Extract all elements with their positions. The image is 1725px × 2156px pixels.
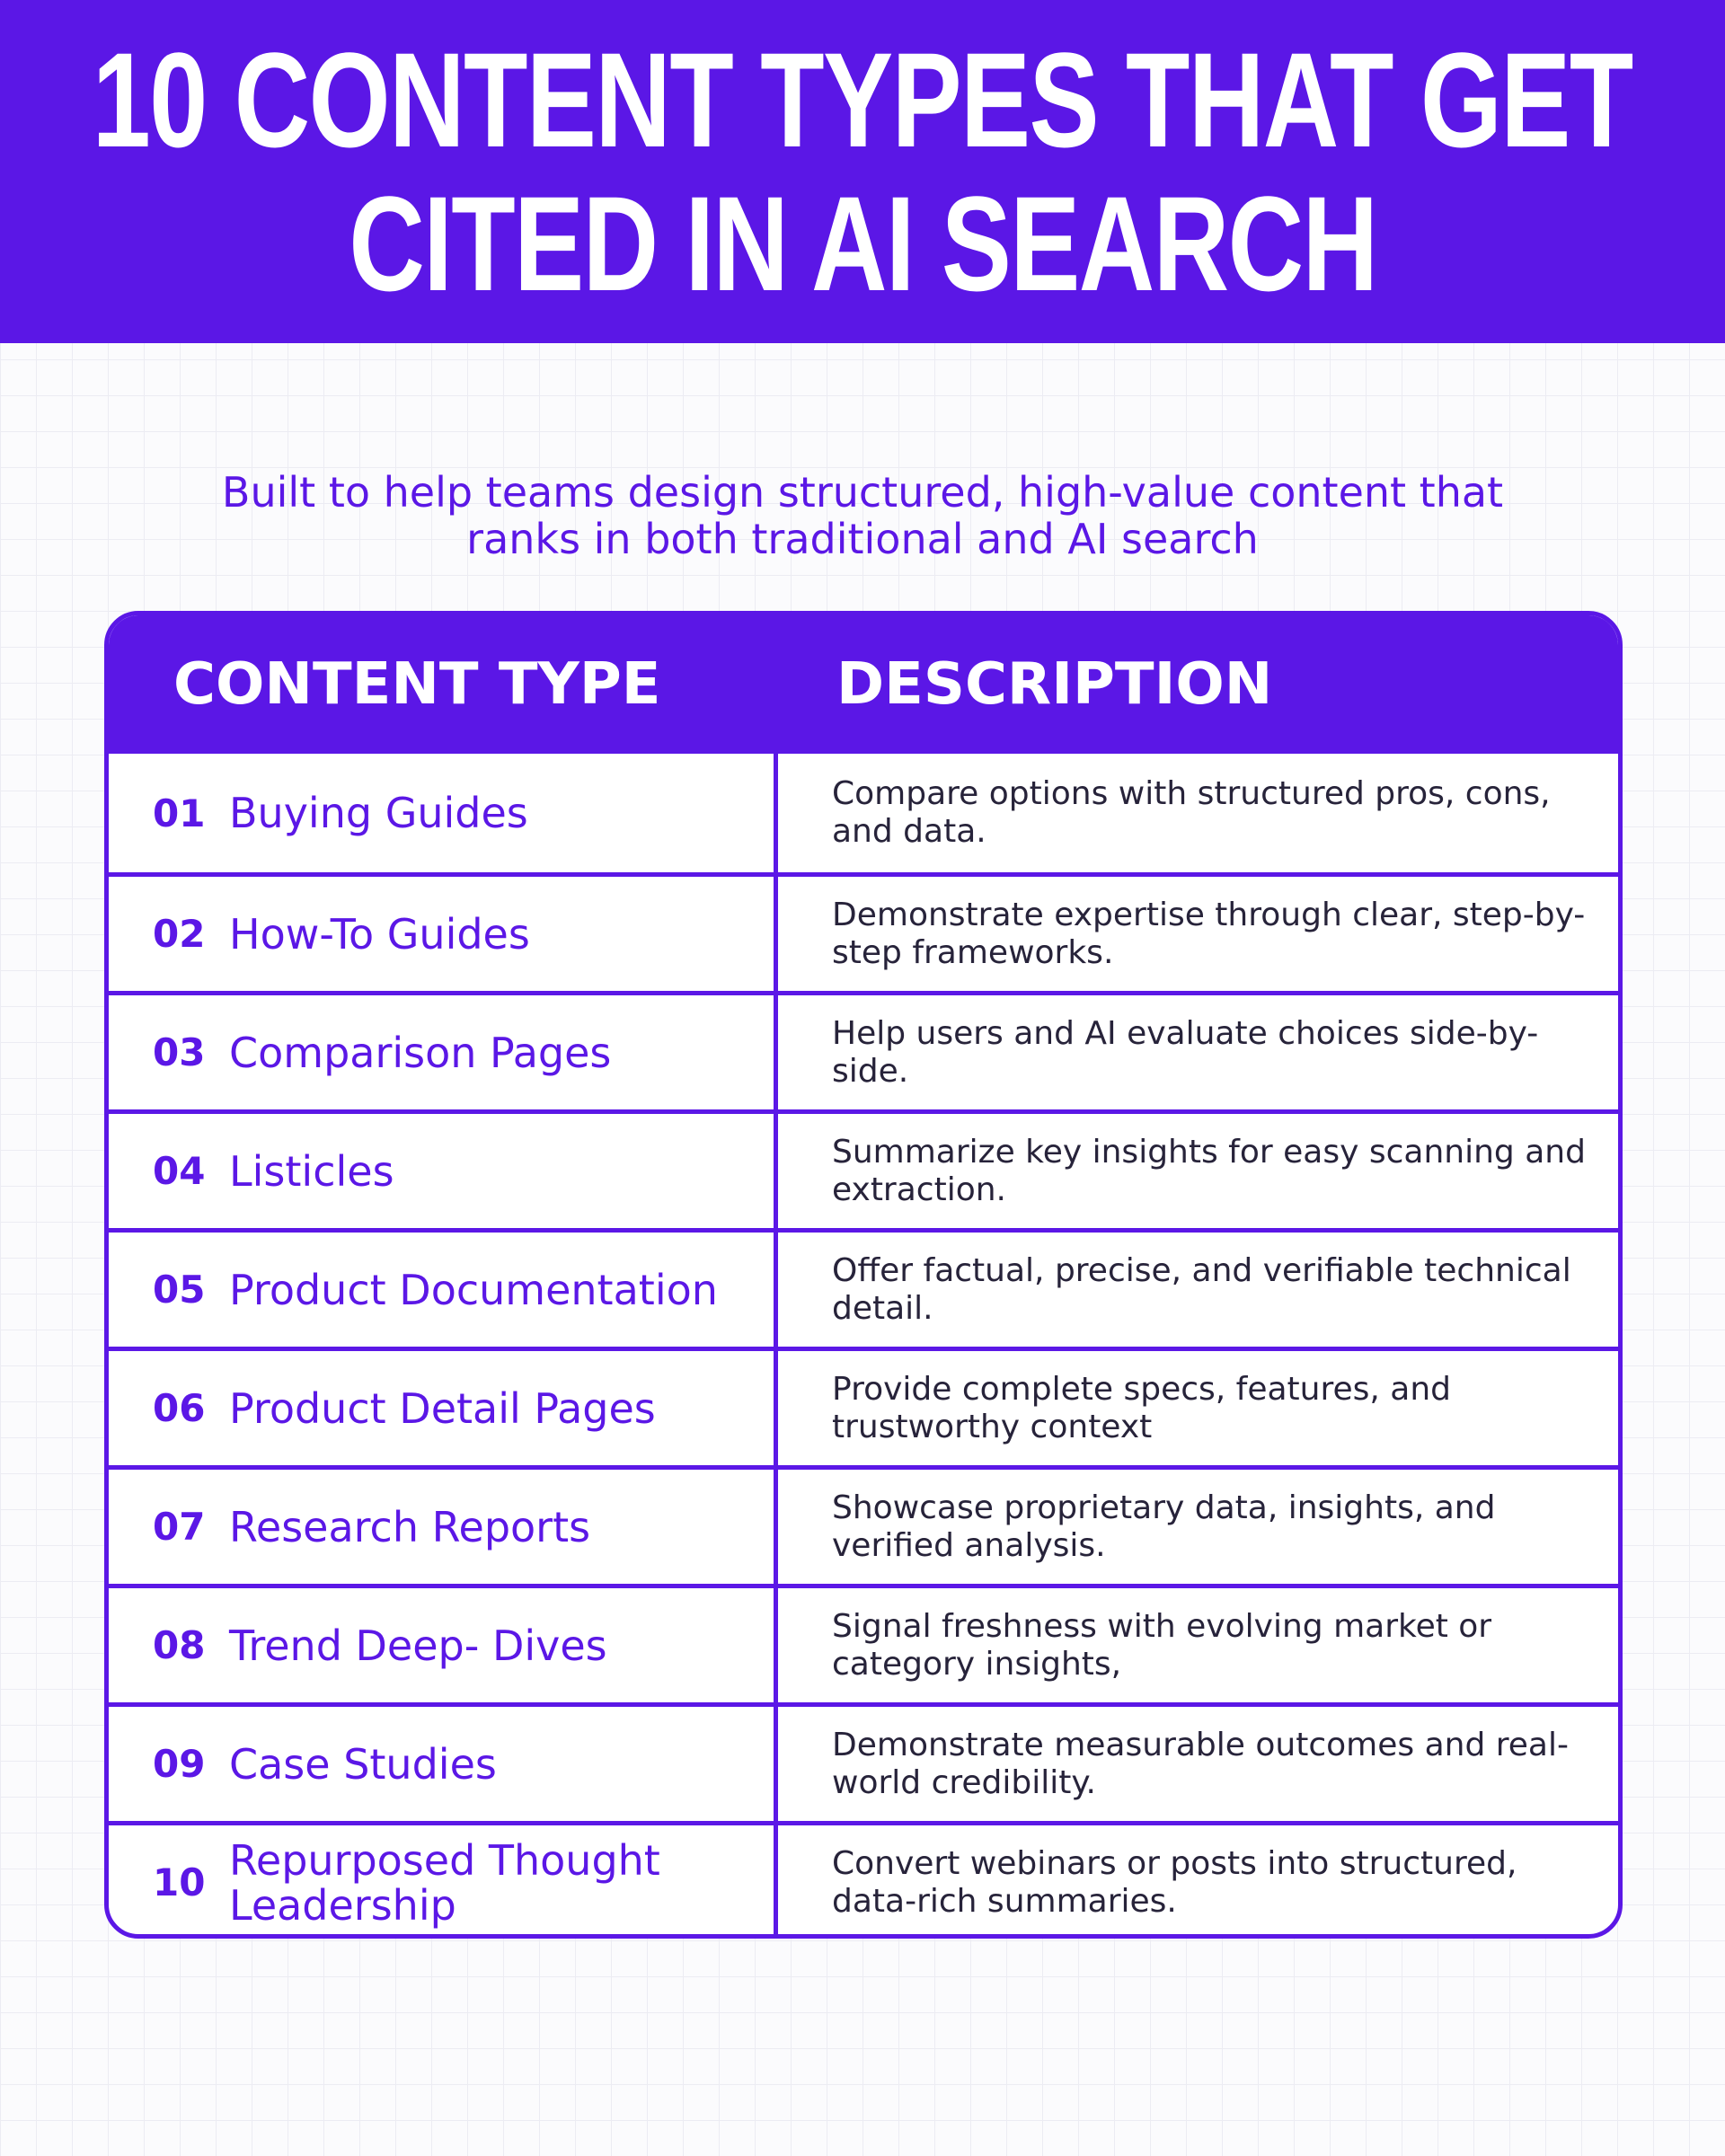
content-type-name: Case Studies (229, 1739, 497, 1789)
content-type-name: Comparison Pages (229, 1028, 612, 1077)
row-number: 08 (153, 1623, 206, 1667)
table-row (109, 1347, 1618, 1465)
row-number: 10 (153, 1860, 206, 1904)
content-type-name: Buying Guides (229, 789, 528, 837)
subtitle (126, 469, 1599, 562)
content-type-cell (109, 1825, 778, 1939)
description-cell: Provide complete specs, features, and trustworthy context (832, 1370, 1451, 1445)
content-type-cell (109, 1233, 778, 1347)
table-header (109, 615, 1618, 754)
description-cell: Demonstrate measurable outcomes and real-world credibility. (832, 1726, 1569, 1801)
table-row (109, 991, 1618, 1109)
description-cell: Signal freshness with evolving market or category insights, (832, 1607, 1492, 1683)
content-type-name: Product Documentation (229, 1265, 718, 1314)
content-type-cell (109, 877, 778, 991)
description-cell: Showcase proprietary data, insights, and verified analysis. (832, 1489, 1496, 1564)
row-number: 04 (153, 1149, 206, 1193)
row-number: 01 (153, 791, 206, 835)
description-cell: Help users and AI evaluate choices side-by-side. (832, 1014, 1539, 1090)
content-type-name: Repurposed Thought Leadership (229, 1835, 660, 1930)
table-row (109, 1465, 1618, 1584)
column-header-description: DESCRIPTION (836, 651, 1273, 718)
table-row (109, 1702, 1618, 1821)
row-number: 05 (153, 1268, 206, 1312)
table-row (109, 1228, 1618, 1347)
table-row (109, 1109, 1618, 1228)
content-type-cell (109, 1707, 778, 1821)
content-type-cell (109, 1114, 778, 1228)
row-number: 07 (153, 1505, 206, 1549)
description-cell: Demonstrate expertise through clear, step-by-step frameworks. (832, 896, 1586, 971)
page-title-line-1: 10 CONTENT TYPES THAT GET (92, 24, 1633, 175)
content-types-table (104, 611, 1623, 1939)
row-number: 02 (153, 912, 206, 956)
subtitle-line-1: Built to help teams design structured, high-value content that (221, 468, 1504, 517)
page-title-line-2: CITED IN AI SEARCH (348, 168, 1377, 319)
description-cell: Compare options with structured pros, cons, and data. (832, 775, 1551, 850)
content-type-name: Listicles (229, 1146, 394, 1196)
table-row (109, 754, 1618, 872)
content-type-cell (109, 1351, 778, 1465)
row-number: 09 (153, 1742, 206, 1786)
column-header-content-type: CONTENT TYPE (173, 651, 661, 718)
table-row (109, 1584, 1618, 1702)
title-banner (0, 0, 1725, 343)
description-cell: Convert webinars or posts into structured, data-rich summaries. (832, 1844, 1517, 1920)
description-cell: Summarize key insights for easy scanning and extraction. (832, 1133, 1586, 1208)
content-type-name: Trend Deep- Dives (229, 1621, 607, 1670)
content-type-name: Product Detail Pages (229, 1383, 656, 1433)
content-type-cell (109, 995, 778, 1109)
table-row (109, 872, 1618, 991)
content-type-cell (109, 1588, 778, 1702)
content-type-name: Research Reports (229, 1502, 591, 1551)
content-type-name: How-To Guides (229, 909, 530, 959)
table-body (109, 754, 1618, 1939)
table-row (109, 1821, 1618, 1939)
content-type-cell (109, 754, 778, 872)
row-number: 06 (153, 1386, 206, 1430)
row-number: 03 (153, 1030, 206, 1074)
subtitle-line-2: ranks in both traditional and AI search (466, 515, 1259, 563)
description-cell: Offer factual, precise, and verifiable technical detail. (832, 1251, 1571, 1327)
content-type-cell (109, 1470, 778, 1584)
